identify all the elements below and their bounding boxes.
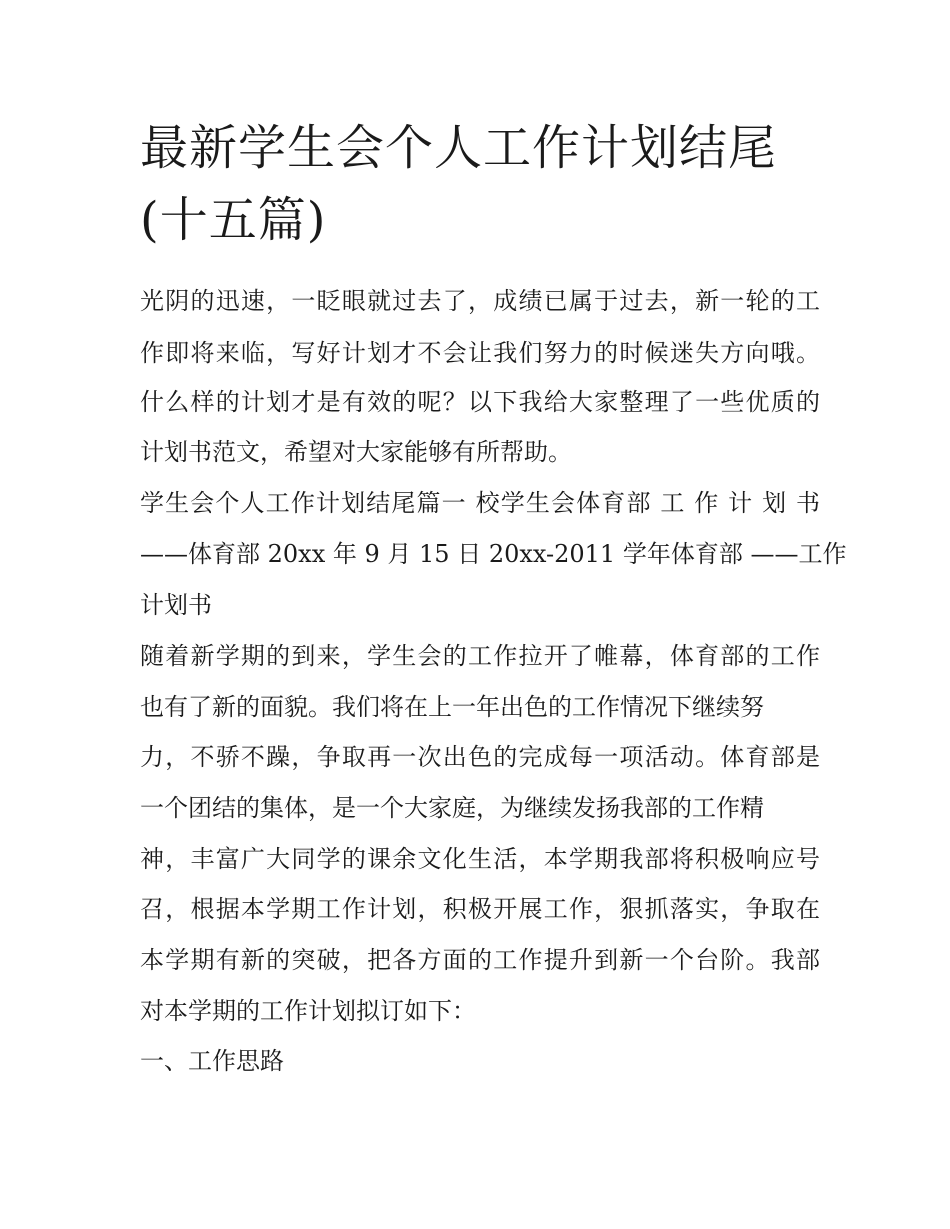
body-line-4: 一个团结的集体，是一个大家庭，为继续发扬我部的工作精 [140,794,764,822]
heading-line-1: 学生会个人工作计划结尾篇一 校学生会体育部 工 作 计 划 书 [140,489,820,517]
body-line-3: 力，不骄不躁，争取再一次出色的完成每一项活动。体育部是 [140,743,820,771]
intro-line-1: 光阴的迅速，一眨眼就过去了，成绩已属于过去，新一轮的工 [140,287,820,315]
heading-line-2: ——体育部 20xx 年 9 月 15 日 20xx-2011 学年体育部 ——工作 [140,540,847,568]
document-title [140,112,840,256]
body-line-1: 随着新学期的到来，学生会的工作拉开了帷幕，体育部的工作 [140,642,820,670]
heading-line-3: 计划书 [140,591,212,619]
body-line-7: 本学期有新的突破，把各方面的工作提升到新一个台阶。我部 [140,946,820,974]
intro-line-3: 什么样的计划才是有效的呢？以下我给大家整理了一些优质的 [140,388,820,416]
section-heading: 一、工作思路 [140,1047,284,1075]
body-line-2: 也有了新的面貌。我们将在上一年出色的工作情况下继续努 [140,693,764,721]
body-line-8: 对本学期的工作计划拟订如下： [140,997,476,1025]
intro-line-2: 作即将来临，写好计划才不会让我们努力的时候迷失方向哦。 [140,339,820,367]
title-line-1: 最新学生会个人工作计划结尾 [140,120,778,176]
body-line-5: 神，丰富广大同学的课余文化生活，本学期我部将积极响应号 [140,845,820,873]
body-line-6: 召，根据本学期工作计划，积极开展工作，狠抓落实，争取在 [140,895,820,923]
title-line-2: (十五篇) [140,192,327,248]
intro-line-4: 计划书范文，希望对大家能够有所帮助。 [140,438,572,466]
